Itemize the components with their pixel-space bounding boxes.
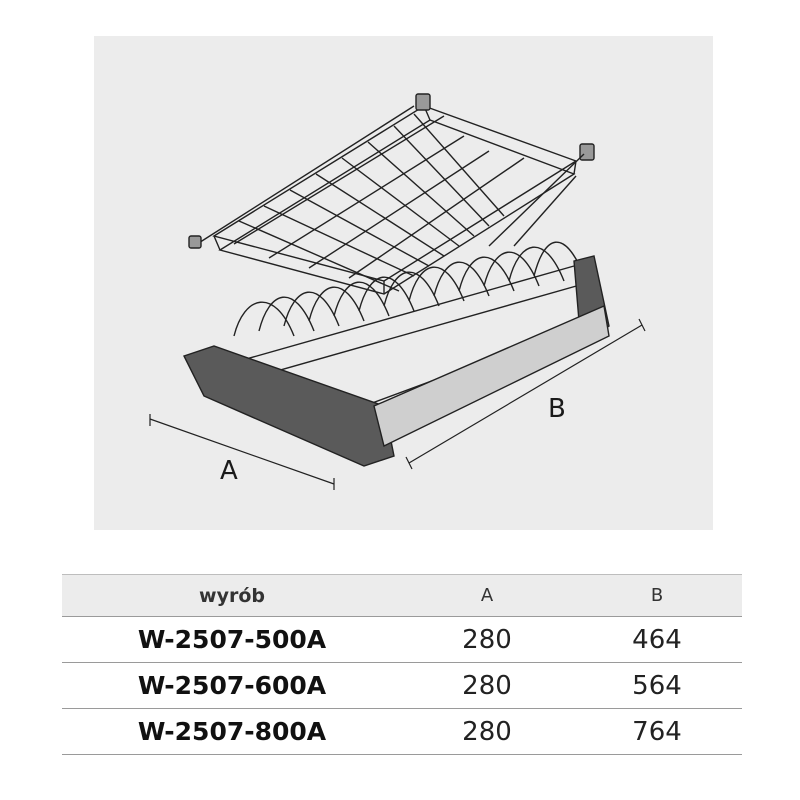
header-a: A <box>480 585 494 606</box>
header-b: B <box>650 585 664 606</box>
product-drawing-panel <box>94 36 713 530</box>
value-b: 464 <box>632 624 682 655</box>
header-product: wyrób <box>199 584 265 607</box>
dish-rack-illustration <box>94 36 713 530</box>
value-a: 280 <box>462 670 512 701</box>
value-b: 564 <box>632 670 682 701</box>
upper-wire-tray <box>194 96 576 294</box>
spec-table <box>62 574 742 755</box>
dimension-a-label: A <box>220 456 238 486</box>
product-code: W-2507-800A <box>137 717 327 746</box>
dimension-b-label: B <box>548 394 566 424</box>
table-row <box>62 617 742 663</box>
table-row <box>62 663 742 709</box>
value-b: 764 <box>632 716 682 747</box>
value-a: 280 <box>462 624 512 655</box>
table-row <box>62 709 742 755</box>
product-code: W-2507-500A <box>137 625 327 654</box>
table-header <box>62 574 742 617</box>
product-code: W-2507-600A <box>137 671 327 700</box>
value-a: 280 <box>462 716 512 747</box>
